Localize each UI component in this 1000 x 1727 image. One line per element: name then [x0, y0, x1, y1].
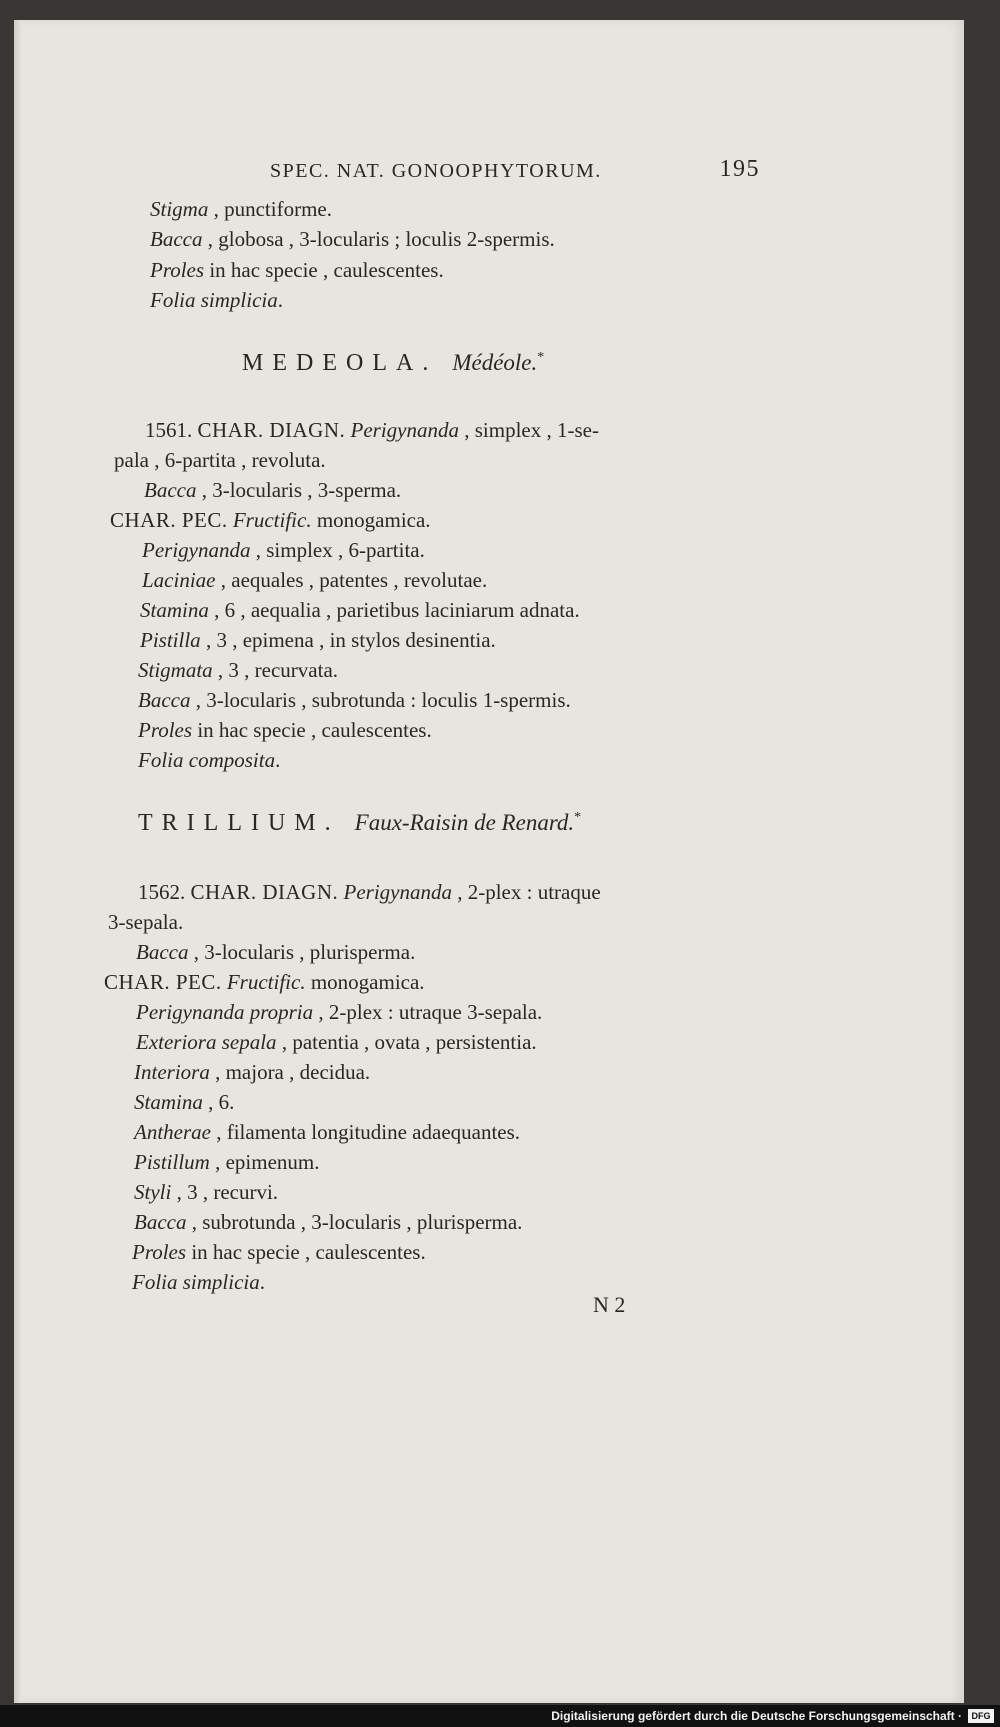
- text-line: Interiora , majora , decidua.: [134, 1060, 371, 1084]
- genus-heading-trillium: TRILLIUM. Faux-Raisin de Renard.*: [138, 810, 582, 836]
- header-title: SPEC. NAT. GONOOPHYTORUM.: [270, 160, 602, 182]
- footer-credit: Digitalisierung gefördert durch die Deutsche Forschungsgemeinschaft ·: [551, 1709, 962, 1723]
- text-line: Antherae , filamenta longitudine adaequantes.: [134, 1120, 521, 1144]
- text-line: Pistilla , 3 , epimena , in stylos desinentia.: [140, 628, 496, 652]
- text-line: Bacca , subrotunda , 3-locularis , plurisperma.: [134, 1210, 523, 1234]
- text-line: Pistillum , epimenum.: [134, 1150, 320, 1174]
- text-line: Exteriora sepala , patentia , ovata , persistentia.: [136, 1030, 537, 1054]
- page-gutter-shadow: [14, 20, 22, 1703]
- char-pec-line: CHAR. PEC. Fructific. monogamica.: [104, 970, 425, 994]
- dfg-logo: DFG: [968, 1709, 994, 1723]
- french-name: Faux-Raisin de Renard.: [354, 810, 575, 835]
- text-line: Stigma , punctiforme.: [150, 197, 332, 221]
- text-line: Stamina , 6 , aequalia , parietibus laciniarum adnata.: [140, 598, 580, 622]
- text-line: Proles in hac specie , caulescentes.: [150, 258, 444, 282]
- char-pec-line: CHAR. PEC. Fructific. monogamica.: [110, 508, 431, 532]
- text-line: Folia simplicia.: [132, 1270, 265, 1294]
- text-line: Stamina , 6.: [134, 1090, 235, 1114]
- genus-heading-medeola: MEDEOLA. Médéole.*: [242, 350, 545, 376]
- french-name: Médéole.: [452, 350, 538, 375]
- signature-mark: N 2: [593, 1292, 626, 1317]
- text-line: Folia simplicia.: [150, 288, 283, 312]
- text-line: Folia composita.: [138, 748, 281, 772]
- text-line: Bacca , globosa , 3-locularis ; loculis 2-spermis.: [150, 227, 555, 251]
- page-number: 195: [719, 156, 760, 182]
- text-line: Proles in hac specie , caulescentes.: [132, 1240, 426, 1264]
- text-line: Perigynanda , simplex , 6-partita.: [142, 538, 425, 562]
- footer-bar: [0, 1705, 1000, 1727]
- entry-diagnosis: 1561. CHAR. DIAGN. Perigynanda , simplex , 1-se-: [145, 418, 599, 442]
- text-line: Perigynanda propria , 2-plex : utraque 3-sepala.: [136, 1000, 543, 1024]
- text-line: Bacca , 3-locularis , plurisperma.: [136, 940, 416, 964]
- text-line: Styli , 3 , recurvi.: [134, 1180, 279, 1204]
- text-line: pala , 6-partita , revoluta.: [114, 448, 326, 472]
- text-line: Bacca , 3-locularis , 3-sperma.: [144, 478, 402, 502]
- text-line: Proles in hac specie , caulescentes.: [138, 718, 432, 742]
- text-line: Laciniae , aequales , patentes , revolutae.: [142, 568, 488, 592]
- text-line: Stigmata , 3 , recurvata.: [138, 658, 339, 682]
- text-line: Bacca , 3-locularis , subrotunda : loculis 1-spermis.: [138, 688, 571, 712]
- text-line: 3-sepala.: [108, 910, 184, 934]
- entry-diagnosis: 1562. CHAR. DIAGN. Perigynanda , 2-plex : utraque: [138, 880, 601, 904]
